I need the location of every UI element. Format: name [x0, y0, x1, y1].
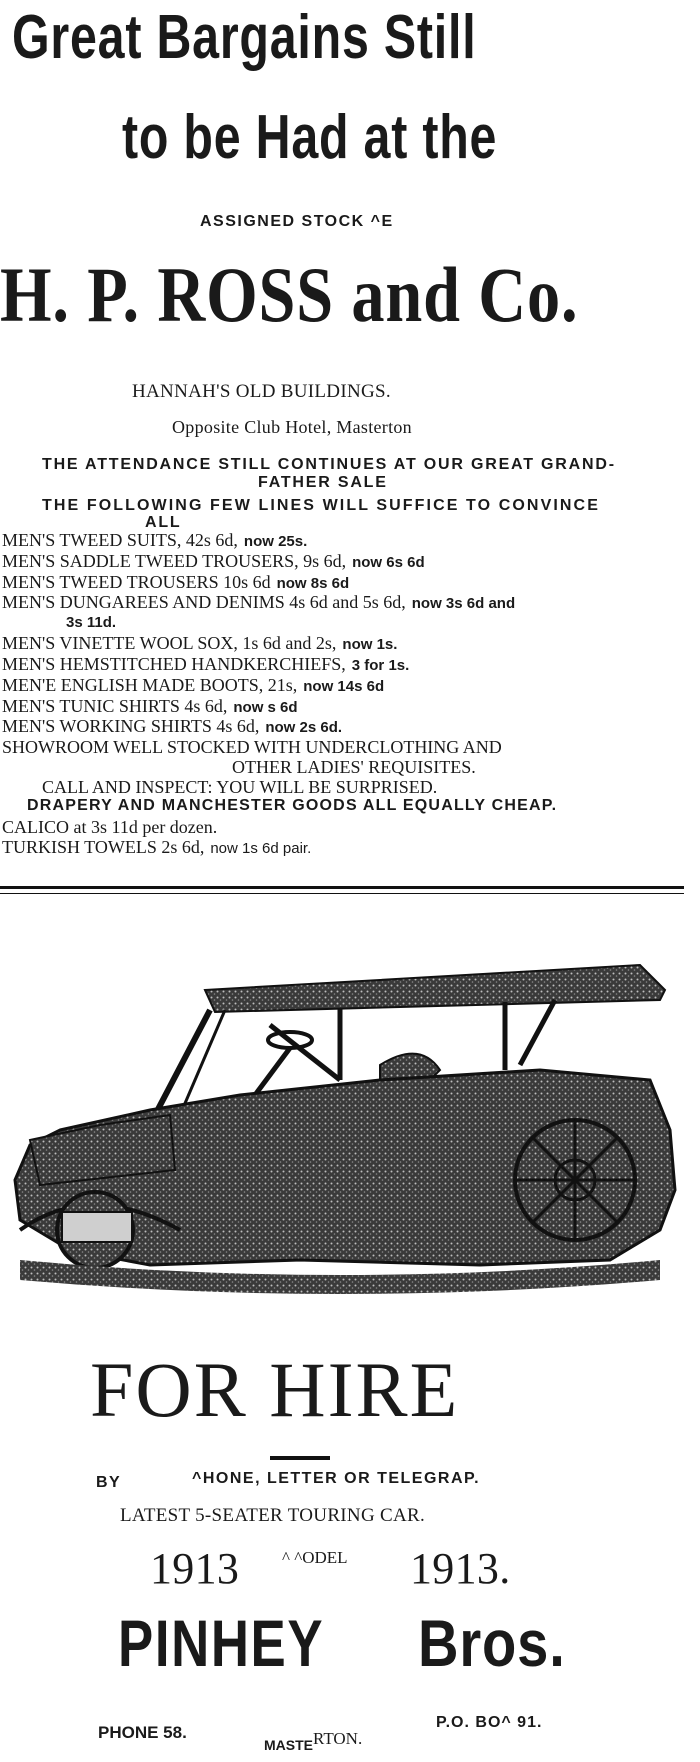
car-roof: [205, 965, 665, 1012]
town-name: MASTERTON.: [264, 1729, 363, 1753]
list-item: MEN'S VINETTE WOOL SOX, 1s 6d and 2s, now 1s.: [2, 633, 398, 653]
by-methods: ^HONE, LETTER OR TELEGRAP.: [192, 1470, 481, 1487]
latest-car-line: LATEST 5-SEATER TOURING CAR.: [120, 1505, 426, 1526]
list-item: MEN'S DUNGAREES AND DENIMS 4s 6d and 5s 6d, now 3s 6d and: [2, 592, 516, 612]
list-item: MEN'S TWEED TROUSERS 10s 6d now 8s 6d: [2, 572, 350, 592]
call-line: CALL AND INSPECT: YOU WILL BE SURPRISED.: [42, 777, 438, 797]
year-right: 1913.: [410, 1544, 511, 1593]
calico-line: CALICO at 3s 11d per dozen.: [2, 817, 218, 837]
for-hire-heading: FOR HIRE: [90, 1346, 460, 1433]
showroom-line-1: SHOWROOM WELL STOCKED WITH UNDERCLOTHING AND: [2, 737, 502, 757]
touring-car-illustration: [0, 930, 690, 1310]
divider-rule-thin: [0, 893, 684, 894]
showroom-line-2: OTHER LADIES' REQUISITES.: [232, 757, 476, 777]
attendance-line-2: FATHER SALE: [258, 474, 388, 491]
address-location: Opposite Club Hotel, Masterton: [172, 417, 412, 437]
drapery-line: DRAPERY AND MANCHESTER GOODS ALL EQUALLY CHEAP.: [27, 797, 558, 814]
list-item: 3s 11d.: [66, 614, 117, 631]
company-name: H. P. ROSS and Co.: [0, 251, 579, 338]
bros-name: Bros.: [418, 1606, 566, 1680]
headline-line-1: Great Bargains Still: [12, 3, 477, 72]
list-item: MEN'S HEMSTITCHED HANDKERCHIEFS, 3 for 1s.: [2, 654, 410, 674]
po-box: P.O. BO^ 91.: [436, 1714, 543, 1731]
list-item: MEN'S WORKING SHIRTS 4s 6d, now 2s 6d.: [2, 716, 343, 736]
list-item: MEN'S SADDLE TWEED TROUSERS, 9s 6d, now 6s 6d: [2, 551, 425, 571]
list-item: MEN'S TWEED SUITS, 42s 6d, now 25s.: [2, 530, 308, 550]
divider-rule: [0, 886, 684, 889]
following-line-2: ALL: [145, 514, 182, 531]
towels-line: TURKISH TOWELS 2s 6d, now 1s 6d pair.: [2, 837, 312, 857]
short-rule: [270, 1456, 330, 1460]
attendance-line-1: THE ATTENDANCE STILL CONTINUES AT OUR GREAT GRAND-: [42, 456, 616, 473]
headline-line-2: to be Had at the: [122, 103, 498, 172]
list-item: MEN'S TUNIC SHIRTS 4s 6d, now s 6d: [2, 696, 298, 716]
following-line-1: THE FOLLOWING FEW LINES WILL SUFFICE TO CONVINCE: [42, 497, 600, 514]
pinhey-name: PINHEY: [118, 1606, 325, 1680]
assigned-stock-line: ASSIGNED STOCK ^E: [200, 213, 394, 230]
by-label: BY: [96, 1474, 122, 1491]
model-label: ^ ^ODEL: [282, 1548, 348, 1567]
list-item: MEN'E ENGLISH MADE BOOTS, 21s, now 14s 6d: [2, 675, 385, 695]
year-left: 1913: [150, 1544, 240, 1593]
address-building: HANNAH'S OLD BUILDINGS.: [132, 381, 391, 402]
phone-number: PHONE 58.: [98, 1723, 187, 1742]
